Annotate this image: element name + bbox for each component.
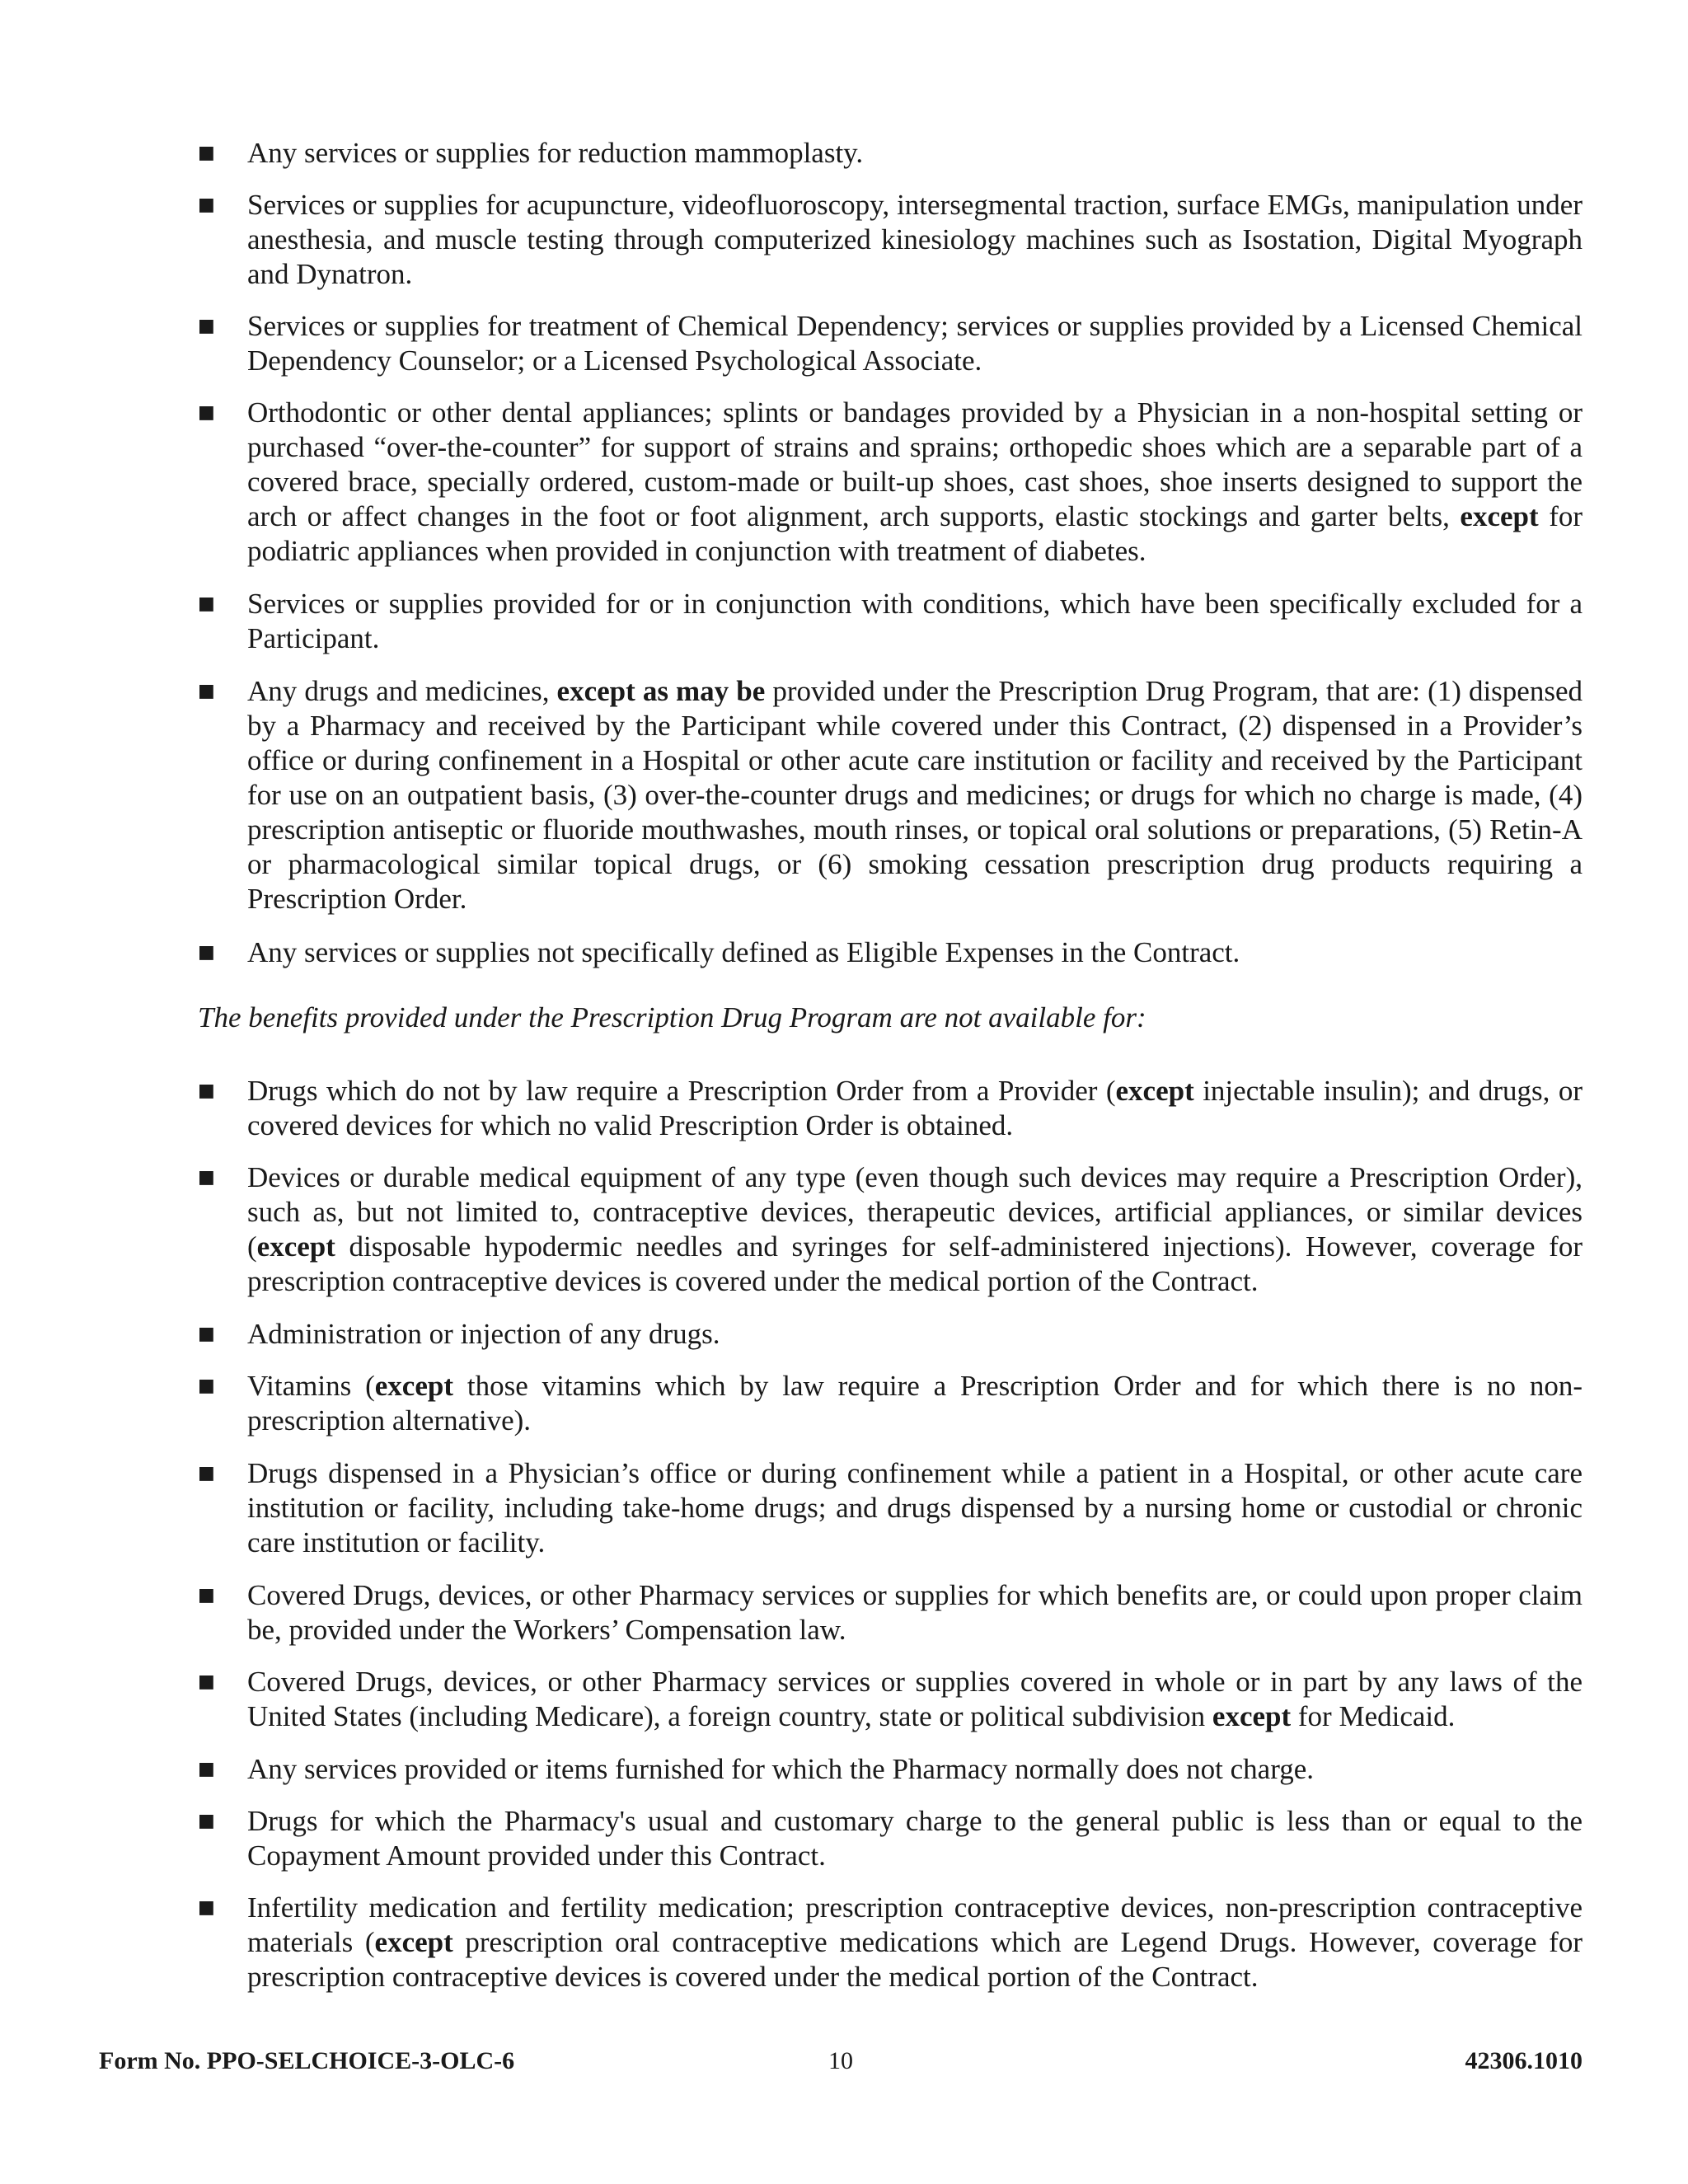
bullet-square-icon: ■ xyxy=(198,1080,215,1101)
page-number: 10 xyxy=(828,2047,853,2074)
bullet-square-icon: ■ xyxy=(198,681,215,701)
text-segment: Any services or supplies not specifically defined as Eligible Expenses in the Contract. xyxy=(247,936,1240,968)
bullet-square-icon: ■ xyxy=(198,1897,215,1918)
bullet-square-icon: ■ xyxy=(198,1671,215,1692)
text-segment: Covered Drugs, devices, or other Pharmacy services or supplies covered in whole or in part by any laws of the United States (including Medicare), a foreign country, state or political subdivision xyxy=(247,1666,1582,1732)
emphasis-text: except as may be xyxy=(556,675,766,707)
text-segment: Orthodontic or other dental appliances; splints or bandages provided by a Physician in a non-hospital setting or purchased “over-the-counter” for support of strains and sprains; orthopedic shoes which are a separable part of a covered brace, specially ordered, custom-made or built-up shoes, cast shoes, shoe inserts designed to support the arch or affect changes in the foot or foot alignment, arch supports, elastic stockings and garter belts, xyxy=(247,396,1582,532)
list-item-text xyxy=(247,1161,1582,1297)
text-segment: Services or supplies for treatment of Chemical Dependency; services or supplies provided by a Licensed Chemical Dependency Counselor; or a Licensed Psychological Associate. xyxy=(247,310,1582,377)
list-item xyxy=(198,1578,1582,1647)
bullet-square-icon: ■ xyxy=(198,1585,215,1605)
list-item-text xyxy=(247,1753,1314,1785)
list-item-text xyxy=(247,137,863,169)
text-segment: those vitamins which by law require a Prescription Order and for which there is no non-prescription alternative). xyxy=(247,1370,1582,1436)
emphasis-text: except xyxy=(256,1230,335,1263)
list-item-text xyxy=(247,189,1582,290)
emphasis-text: except xyxy=(1115,1075,1194,1107)
list-item xyxy=(198,1752,1582,1787)
list-item xyxy=(198,309,1582,378)
text-segment: provided under the Prescription Drug Program, that are: (1) dispensed by a Pharmacy and received by the Participant while covered under this Contract, (2) dispensed in a Provider’s office or during confinement in a Hospital or other acute care institution or facility and received by the Participant for use on an outpatient basis, (3) over-the-counter drugs and medicines; or drugs for which no charge is made, (4) prescription antiseptic or fluoride mouthwashes, mouth rinses, or topical oral solutions or preparations, (5) Retin-A or pharmacological similar topical drugs, or (6) smoking cessation prescription drug products requiring a Prescription Order. xyxy=(247,675,1582,915)
bullet-square-icon: ■ xyxy=(198,1376,215,1396)
list-item-text xyxy=(247,310,1582,377)
text-segment: injectable insulin); and drugs, or covered devices for which no valid Prescription Order is obtained. xyxy=(247,1075,1582,1141)
list-item-text xyxy=(247,1370,1582,1436)
text-segment: Services or supplies provided for or in conjunction with conditions, which have been specifically excluded for a Participant. xyxy=(247,588,1582,654)
text-segment: Any services or supplies for reduction mammoplasty. xyxy=(247,137,864,169)
text-segment: Drugs for which the Pharmacy's usual and customary charge to the general public is less than or equal to the Copayment Amount provided under this Contract. xyxy=(247,1805,1582,1872)
emphasis-text: except xyxy=(1212,1700,1292,1732)
list-item xyxy=(198,1074,1582,1143)
list-item-text xyxy=(247,1805,1582,1872)
emphasis-text: except xyxy=(374,1370,453,1402)
list-item xyxy=(198,136,1582,171)
section-heading: The benefits provided under the Prescription Drug Program are not available for: xyxy=(198,1001,1146,1033)
bullet-square-icon: ■ xyxy=(198,1759,215,1779)
text-segment: Drugs which do not by law require a Prescription Order from a Provider ( xyxy=(247,1075,1116,1107)
list-item xyxy=(198,1891,1582,1994)
form-number: Form No. PPO-SELCHOICE-3-OLC-6 xyxy=(99,2047,515,2074)
list-item-text xyxy=(247,936,1240,968)
text-segment: disposable hypodermic needles and syringes for self-administered injections). However, coverage for prescription contraceptive devices is covered under the medical portion of the Contract. xyxy=(247,1230,1582,1297)
text-segment: for Medicaid. xyxy=(1291,1700,1456,1732)
text-segment: Infertility medication and fertility medication; prescription contraceptive devices, non-prescription contraceptive materials ( xyxy=(247,1891,1582,1958)
text-segment: Drugs dispensed in a Physician’s office or during confinement while a patient in a Hospital, or other acute care institution or facility, including take-home drugs; and drugs dispensed by a nursing home or custodial or chronic care institution or facility. xyxy=(247,1457,1582,1558)
list-item-text xyxy=(247,675,1582,915)
text-segment: prescription oral contraceptive medications which are Legend Drugs. However, coverage for prescription contraceptive devices is covered under the medical portion of the Contract. xyxy=(247,1926,1582,1993)
list-item xyxy=(198,188,1582,292)
list-item xyxy=(198,1317,1582,1352)
list-item xyxy=(198,674,1582,916)
emphasis-text: except xyxy=(374,1926,453,1958)
list-item-text xyxy=(247,1318,720,1350)
list-item-text xyxy=(247,396,1582,567)
text-segment: Covered Drugs, devices, or other Pharmacy services or supplies for which benefits are, or could upon proper claim be, provided under the Workers’ Compensation law. xyxy=(247,1579,1582,1646)
list-item-text xyxy=(247,1666,1582,1732)
emphasis-text: except xyxy=(1460,500,1539,532)
list-item xyxy=(198,1160,1582,1299)
bullet-square-icon: ■ xyxy=(198,593,215,614)
bullet-square-icon: ■ xyxy=(198,316,215,336)
bullet-square-icon: ■ xyxy=(198,942,215,963)
bullet-square-icon: ■ xyxy=(198,1811,215,1831)
list-item-text xyxy=(247,1075,1582,1141)
list-item xyxy=(198,1369,1582,1438)
list-item xyxy=(198,396,1583,569)
list-item xyxy=(198,935,1582,970)
list-item xyxy=(198,587,1582,656)
text-segment: Services or supplies for acupuncture, videofluoroscopy, intersegmental traction, surface EMGs, manipulation under anesthesia, and muscle testing through computerized kinesiology machines such as Isostation, Digital Myograph and Dynatron. xyxy=(247,189,1582,290)
list-item-text xyxy=(247,1457,1582,1558)
text-segment: Administration or injection of any drugs. xyxy=(247,1318,720,1350)
list-item xyxy=(198,1665,1582,1734)
text-segment: Devices or durable medical equipment of any type (even though such devices may require a Prescription Order), such as, but not limited to, contraceptive devices, therapeutic devices, artificial appliances, or similar devices ( xyxy=(247,1161,1582,1263)
list-item-text xyxy=(247,1891,1582,1993)
text-segment: for podiatric appliances when provided in conjunction with treatment of diabetes. xyxy=(247,500,1583,567)
document-code: 42306.1010 xyxy=(1465,2047,1582,2074)
page-footer xyxy=(99,2044,1582,2079)
bullet-square-icon: ■ xyxy=(198,1167,215,1188)
bullet-square-icon: ■ xyxy=(198,1463,215,1483)
text-segment: Vitamins ( xyxy=(247,1370,375,1402)
bullet-square-icon: ■ xyxy=(198,143,215,163)
list-item xyxy=(198,1804,1582,1873)
bullet-square-icon: ■ xyxy=(198,194,215,215)
text-segment: Any services provided or items furnished for which the Pharmacy normally does not charge. xyxy=(247,1753,1315,1785)
bullet-square-icon: ■ xyxy=(198,402,215,423)
list-item-text xyxy=(247,1579,1582,1646)
bullet-square-icon: ■ xyxy=(198,1324,215,1344)
list-item xyxy=(198,1456,1582,1560)
text-segment: Any drugs and medicines, xyxy=(247,675,557,707)
list-item-text xyxy=(247,588,1582,654)
